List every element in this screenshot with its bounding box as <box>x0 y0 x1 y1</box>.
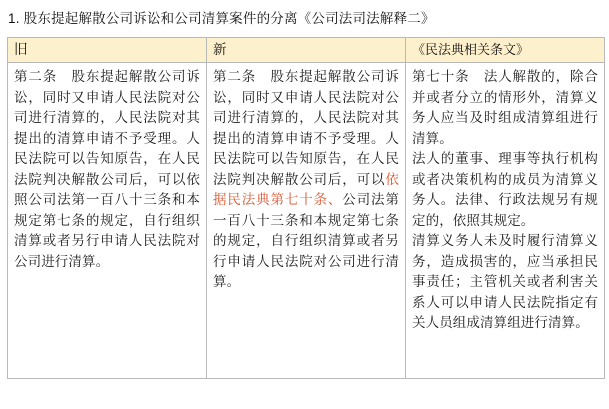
page-title <box>8 9 603 29</box>
heading-number: 1. <box>8 11 20 26</box>
cell-reference-provision <box>406 63 605 379</box>
column-header-old: 旧 <box>8 38 207 63</box>
comparison-table <box>7 37 605 379</box>
new-provision-text <box>213 67 399 293</box>
new-provision-part2: 公司法第一百八十三条和本规定第七条的规定，自行组织清算或者另行申请人民法院对公司进行清算。 <box>213 192 399 289</box>
old-provision-text: 第二条 股东提起解散公司诉讼，同时又申请人民法院对公司进行清算的，人民法院对其提出的清算申请不予受理。人民法院可以告知原告，在人民法院判决解散公司后，可以依照公司法第一百八十三条和本规定第七条的规定，自行组织清算或者另行申请人民法院对公司进行清算。 <box>14 69 200 269</box>
reference-paragraph-2: 法人的董事、理事等执行机构或者决策机构的成员为清算义务人。法律、行政法规另有规定的，依照其规定。 <box>412 151 598 228</box>
column-header-new: 新 <box>207 38 406 63</box>
column-header-reference: 《民法典相关条文》 <box>406 38 605 63</box>
reference-paragraph-1: 第七十条 法人解散的，除合并或者分立的情形外，清算义务人应当及时组成清算组进行清算。 <box>412 69 598 146</box>
reference-paragraph-3: 清算义务人未及时履行清算义务，造成损害的，应当承担民事责任；主管机关或者利害关系人可以申请人民法院指定有关人员组成清算组进行清算。 <box>412 233 598 330</box>
cell-new-provision <box>207 63 406 379</box>
new-provision-part1: 第二条 股东提起解散公司诉讼，同时又申请人民法院对公司进行清算的，人民法院对其提出的清算申请不予受理。人民法院可以告知原告，在人民法院判决解散公司后，可以 <box>213 69 399 187</box>
table-header-row <box>8 38 605 63</box>
cell-old-provision <box>8 63 207 379</box>
heading-text: 股东提起解散公司诉讼和公司清算案件的分离《公司法司法解释二》 <box>23 11 435 26</box>
table-row <box>8 63 605 379</box>
new-provision-highlight: 依据民法典第七十条、 <box>213 171 399 207</box>
